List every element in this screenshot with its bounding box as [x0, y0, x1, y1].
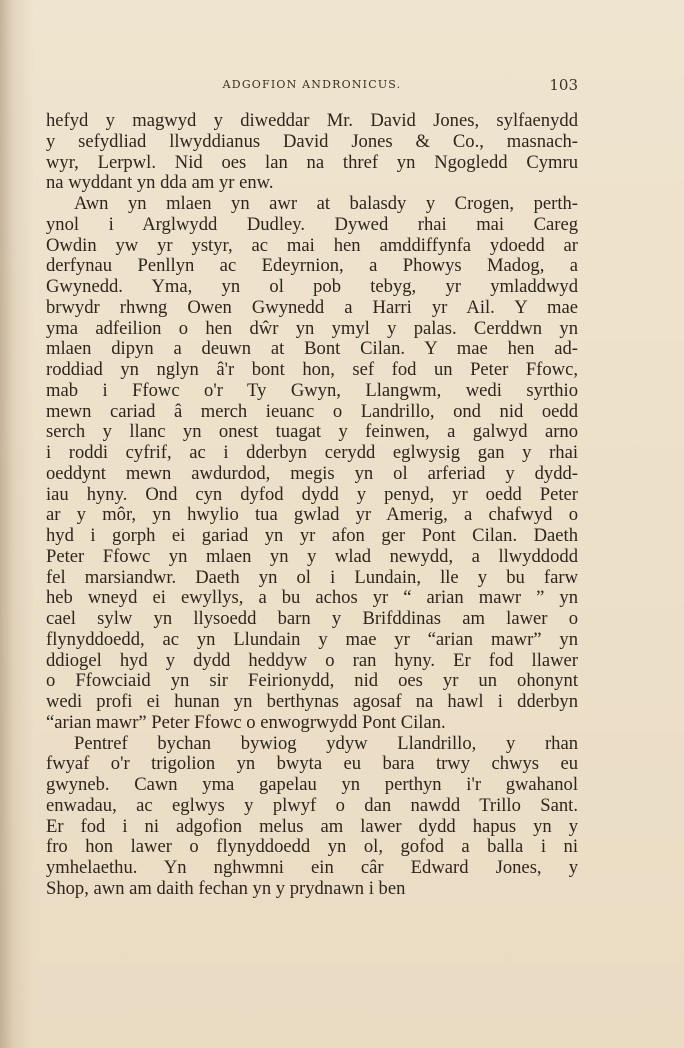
text-line: na wyddant yn dda am yr enw. [46, 172, 274, 194]
text-line: derfynau Penllyn ac Edeyrnion, a Phowys Madog, a [46, 255, 578, 277]
text-line: mewn cariad â merch ieuanc o Landrillo, ond nid oedd [46, 400, 578, 422]
text-line: flynyddoedd, ac yn Llundain y mae yr “arian mawr” yn [46, 628, 578, 650]
text-line: gwyneb. Cawn yma gapelau yn perthyn i'r gwahanol [46, 774, 578, 795]
text-line: Gwynedd. Yma, yn ol pob tebyg, yr ymladdwyd [46, 276, 578, 297]
text-line: Er fod i ni adgofion melus am lawer dydd hapus yn y [46, 815, 578, 837]
text-line: ynol i Arglwydd Dudley. Dywed rhai mai Careg [46, 213, 578, 235]
text-line: wedi profi ei hunan yn berthynas agosaf na hawl i dderbyn [46, 691, 578, 712]
text-line: Awn yn mlaen yn awr at balasdy y Crogen, perth- [74, 193, 578, 214]
text-line: wyr, Lerpwl. Nid oes lan na thref yn Ngogledd Cymru [46, 151, 578, 173]
text-line: y sefydliad llwyddianus David Jones & Co., masnach- [46, 130, 578, 152]
text-line: fro hon lawer o flynyddoedd yn ol, gofod a balla i ni [46, 836, 578, 858]
text-line: “arian mawr” Peter Ffowc o enwogrwydd Pont Cilan. [46, 711, 446, 733]
text-line: ymhelaethu. Yn nghwmni ein câr Edward Jones, y [46, 857, 578, 878]
page-number: 103 [549, 76, 578, 94]
text-line: serch y llanc yn onest tuagat y feinwen, a galwyd arno [46, 421, 578, 443]
text-line: roddiad yn nglyn â'r bont hon, sef fod un Peter Ffowc, [46, 359, 578, 380]
text-line: mlaen dipyn a deuwn at Bont Cilan. Y mae hen ad- [46, 338, 578, 360]
text-line: hefyd y magwyd y diweddar Mr. David Jones, sylfaenydd [46, 110, 578, 131]
page-header [46, 78, 578, 100]
text-line: fwyaf o'r trigolion yn bwyta eu bara trwy chwys eu [46, 753, 578, 775]
text-line: i roddi cyfrif, ac i dderbyn cerydd eglwysig gan y rhai [46, 442, 578, 463]
text-line: fel marsiandwr. Daeth yn ol i Lundain, lle y bu farw [46, 566, 578, 588]
text-line: heb wneyd ei ewyllys, a bu achos yr “ arian mawr ” yn [46, 587, 578, 609]
text-line: Pentref bychan bywiog ydyw Llandrillo, y rhan [74, 732, 578, 754]
text-line: o Ffowciaid yn sir Feirionydd, nid oes yr un ohonynt [46, 670, 578, 692]
text-line: ar y môr, yn hwylio tua gwlad yr Amerig, a chafwyd o [46, 504, 578, 526]
text-line: oeddynt mewn awdurdod, megis yn ol arferiad y dydd- [46, 462, 578, 484]
text-line: Shop, awn am daith fechan yn y prydnawn i ben [46, 877, 406, 899]
text-line: ddiogel hyd y dydd heddyw o ran hyny. Er fod llawer [46, 649, 578, 671]
text-line: Owdin yw yr ystyr, ac mai hen amddiffynfa ydoedd ar [46, 234, 578, 256]
text-line: cael sylw yn llysoedd barn y Brifddinas am lawer o [46, 608, 578, 629]
running-title: ADGOFION ANDRONICUS. [222, 78, 402, 91]
text-line: Peter Ffowc yn mlaen yn y wlad newydd, a llwyddodd [46, 545, 578, 567]
body-text [46, 111, 578, 900]
text-line: mab i Ffowc o'r Ty Gwyn, Llangwm, wedi syrthio [46, 379, 578, 401]
text-line: yma adfeilion o hen dŵr yn ymyl y palas. Cerddwn yn [46, 317, 578, 339]
text-line: brwydr rhwng Owen Gwynedd a Harri yr Ail. Y mae [46, 296, 578, 318]
text-line: hyd i gorph ei gariad yn yr afon ger Pont Cilan. Daeth [46, 525, 578, 546]
text-line: iau hyny. Ond cyn dyfod dydd y penyd, yr oedd Peter [46, 483, 578, 505]
text-line: enwadau, ac eglwys y plwyf o dan nawdd Trillo Sant. [46, 794, 578, 816]
